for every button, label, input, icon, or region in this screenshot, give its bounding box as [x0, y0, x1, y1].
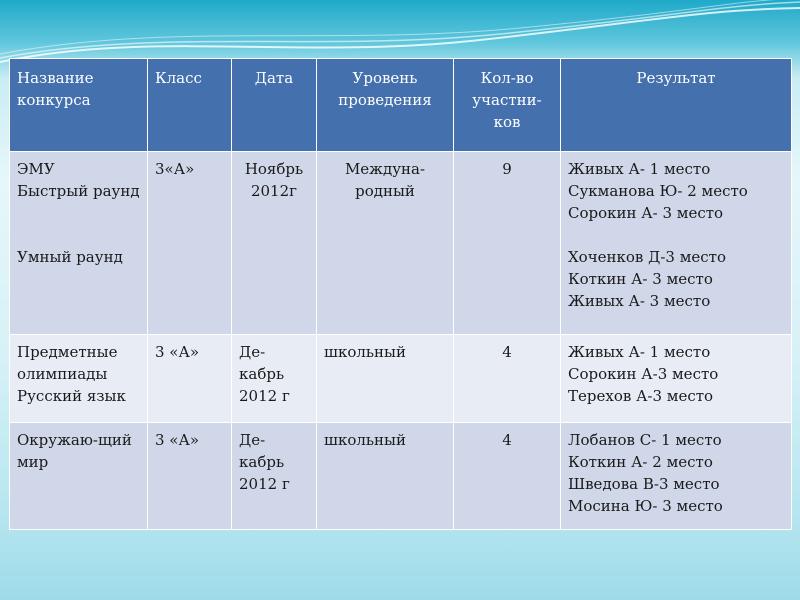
- table-row: [10, 423, 792, 530]
- cell-result: Живых А- 1 место Сукманова Ю- 2 место Сорокин А- 3 место Хоченков Д-3 место Коткин А- 3 место Живых А- 3 место: [561, 152, 792, 335]
- cell-level: Междуна-родный: [317, 152, 454, 335]
- header-date: Дата: [232, 59, 317, 152]
- cell-contest-name: ЭМУ Быстрый раунд Умный раунд: [10, 152, 148, 335]
- cell-level: школьный: [317, 423, 454, 530]
- table-header-row: [10, 59, 792, 152]
- cell-result: Лобанов С- 1 место Коткин А- 2 место Шведова В-3 место Мосина Ю- 3 место: [561, 423, 792, 530]
- header-participants: Кол-во участни-ков: [454, 59, 561, 152]
- header-level: Уровень проведения: [317, 59, 454, 152]
- cell-date: Ноябрь 2012г: [232, 152, 317, 335]
- cell-result: Живых А- 1 место Сорокин А-3 место Терехов А-3 место: [561, 335, 792, 423]
- cell-date: Де-кабрь 2012 г: [232, 423, 317, 530]
- cell-class: 3«А»: [148, 152, 232, 335]
- header-contest-name: Название конкурса: [10, 59, 148, 152]
- table-row: [10, 152, 792, 335]
- header-result: Результат: [561, 59, 792, 152]
- cell-participants: 4: [454, 335, 561, 423]
- cell-participants: 4: [454, 423, 561, 530]
- cell-class: 3 «А»: [148, 335, 232, 423]
- cell-class: 3 «А»: [148, 423, 232, 530]
- cell-date: Де-кабрь 2012 г: [232, 335, 317, 423]
- results-table: [9, 58, 792, 530]
- header-class: Класс: [148, 59, 232, 152]
- cell-contest-name: Окружаю-щий мир: [10, 423, 148, 530]
- results-table-container: [9, 58, 791, 530]
- cell-contest-name: Предметные олимпиады Русский язык: [10, 335, 148, 423]
- cell-participants: 9: [454, 152, 561, 335]
- cell-level: школьный: [317, 335, 454, 423]
- table-row: [10, 335, 792, 423]
